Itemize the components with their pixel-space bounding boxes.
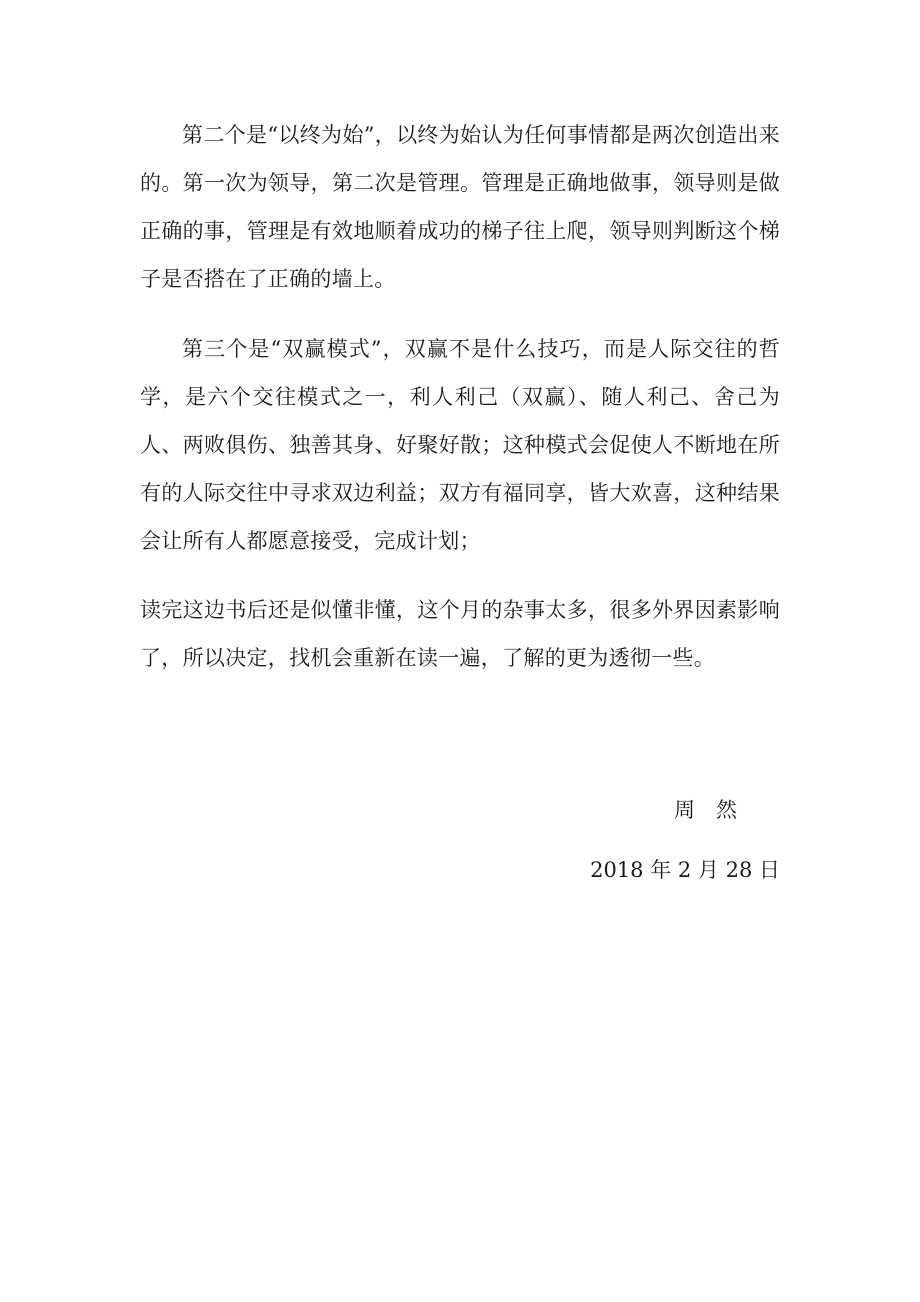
document-date: 2018 年 2 月 28 日 (590, 858, 780, 882)
paragraph-conclusion: 读完这边书后还是似懂非懂，这个月的杂事太多，很多外界因素影响了，所以决定，找机会重新在读一遍，了解的更为透彻一些。 (140, 598, 780, 670)
author-signature: 周 然 (674, 798, 737, 822)
paragraph-win-win: 第三个是“双赢模式”，双赢不是什么技巧，而是人际交往的哲学，是六个交往模式之一，利人利己（双赢）、随人利己、舍己为人、两败俱伤、独善其身、好聚好散；这种模式会促使人不断地在所有的人际交往中寻求双边利益；双方有福同享，皆大欢喜，这种结果会让所有人都愿意接受，完成计划； (140, 337, 780, 553)
paragraph-begin-with-end: 第二个是“以终为始”，以终为始认为任何事情都是两次创造出来的。第一次为领导，第二次是管理。管理是正确地做事，领导则是做正确的事，管理是有效地顺着成功的梯子往上爬，领导则判断这个梯子是否搭在了正确的墙上。 (140, 123, 780, 291)
